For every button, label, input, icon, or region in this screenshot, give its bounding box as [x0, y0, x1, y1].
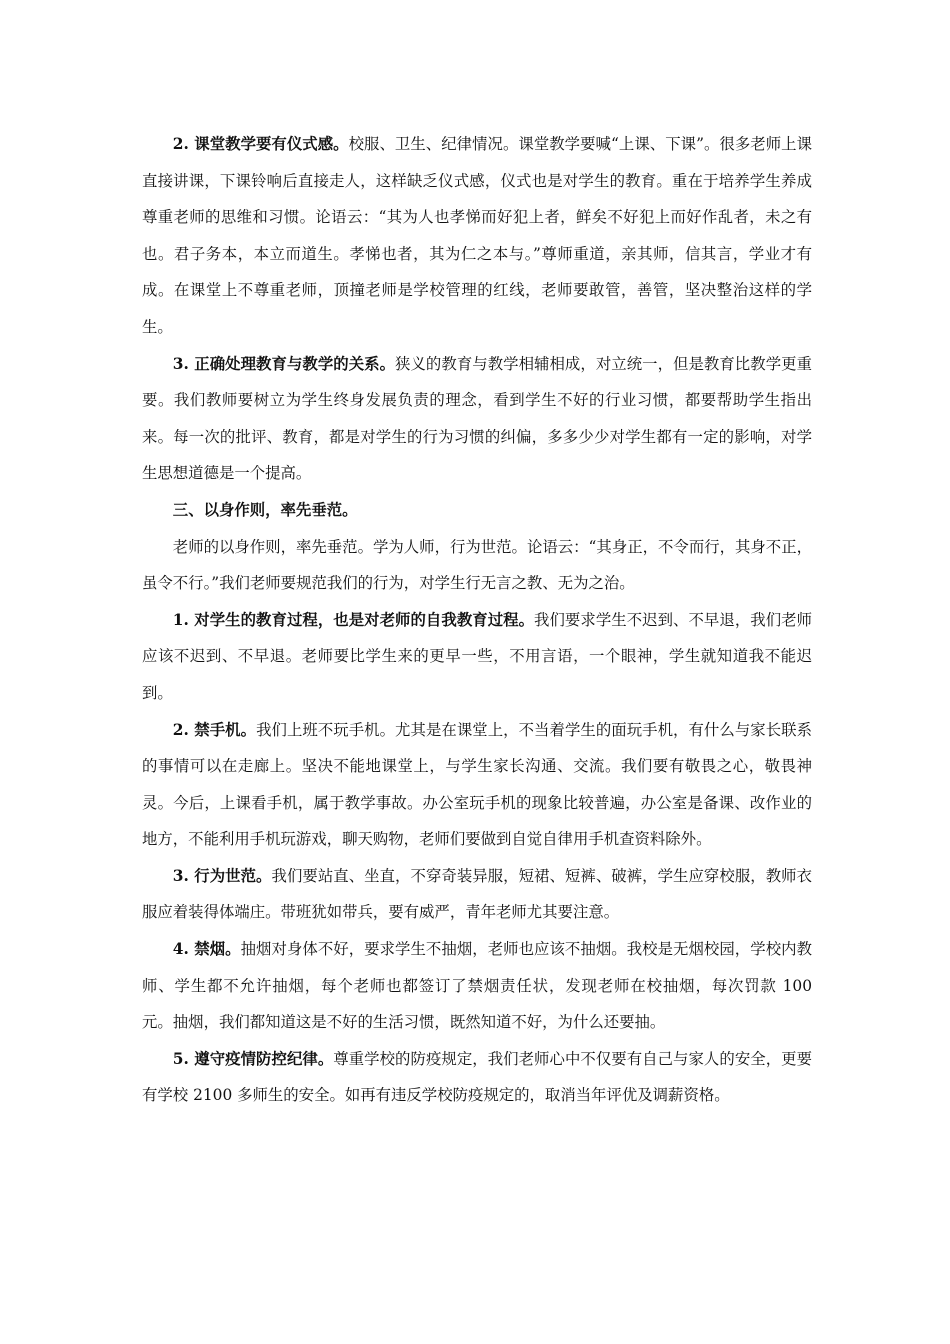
paragraph-lead-by-example: [142, 529, 812, 602]
paragraph-lead: 3. 正确处理教育与教学的关系。: [172, 354, 396, 373]
paragraph-text: 校服、卫生、纪律情况。课堂教学要喊“上课、下课”。很多老师上课直接讲课，下课铃响后直接走人，这样缺乏仪式感，仪式也是对学生的教育。重在于培养学生养成尊重老师的思维和习惯。论语云：“其为人也孝悌而好犯上者，鲜矣不好犯上而好作乱者，未之有也。君子务本，本立而道生。孝悌也者，其为仁之本与。”尊师重道，亲其师，信其言，学业才有成。在课堂上不尊重老师，顶撞老师是学校管理的红线，老师要敢管，善管，坚决整治这样的学生。: [142, 135, 812, 336]
document-body: [142, 126, 812, 1114]
paragraph-no-smoking: [142, 931, 812, 1041]
paragraph-lead: 5. 遵守疫情防控纪律。: [172, 1049, 334, 1068]
section-heading: 三、以身作则，率先垂范。: [172, 500, 358, 519]
paragraph-text: 尊重学校的防疫规定，我们老师心中不仅要有自己与家人的安全，更要有学校 2100 多师生的安全。如再有违反学校防疫规定的，取消当年评优及调薪资格。: [142, 1049, 812, 1105]
paragraph-ritual-teaching: [142, 126, 812, 346]
paragraph-lead: 2. 课堂教学要有仪式感。: [172, 135, 349, 153]
paragraph-lead: 2. 禁手机。: [172, 720, 257, 739]
paragraph-lead: 4. 禁烟。: [172, 940, 241, 959]
paragraph-self-education: [142, 602, 812, 712]
paragraph-lead: 1. 对学生的教育过程，也是对老师的自我教育过程。: [172, 610, 535, 629]
paragraph-text: 狭义的教育与教学相辅相成，对立统一，但是教育比教学更重要。我们教师要树立为学生终身发展负责的理念，看到学生不好的行业习惯，都要帮助学生指出来。每一次的批评、教育，都是对学生的行为习惯的纠偏，多多少少对学生都有一定的影响，对学生思想道德是一个提高。: [142, 354, 812, 483]
paragraph-lead: 3. 行为世范。: [172, 866, 272, 885]
paragraph-education-vs-teaching: [142, 346, 812, 492]
paragraph-text: 我们上班不玩手机。尤其是在课堂上，不当着学生的面玩手机，有什么与家长联系的事情可以在走廊上。坚决不能地课堂上，与学生家长沟通、交流。我们要有敬畏之心，敬畏神灵。今后，上课看手机，属于教学事故。办公室玩手机的现象比较普遍，办公室是备课、改作业的地方，不能利用手机玩游戏，聊天购物，老师们要做到自觉自律用手机查资料除外。: [142, 720, 812, 849]
paragraph-epidemic-rules: [142, 1041, 812, 1114]
paragraph-text: 我们要求学生不迟到、不早退，我们老师应该不迟到、不早退。老师要比学生来的更早一些，不用言语，一个眼神，学生就知道我不能迟到。: [142, 610, 812, 702]
paragraph-text: 抽烟对身体不好，要求学生不抽烟，老师也应该不抽烟。我校是无烟校园，学校内教师、学生都不允许抽烟，每个老师也都签订了禁烟责任状，发现老师在校抽烟，每次罚款 100 元。抽烟，我们都知道这是不好的生活习惯，既然知道不好，为什么还要抽。: [142, 940, 812, 1032]
paragraph-text: 我们要站直、坐直，不穿奇装异服，短裙、短裤、破裤，学生应穿校服，教师衣服应着装得体端庄。带班犹如带兵，要有威严，青年老师尤其要注意。: [142, 866, 812, 922]
paragraph-no-phones: [142, 712, 812, 858]
paragraph-conduct: [142, 858, 812, 931]
paragraph-text: 老师的以身作则，率先垂范。学为人师，行为世范。论语云：“其身正，不令而行，其身不正，虽令不行。”我们老师要规范我们的行为，对学生行无言之教、无为之治。: [142, 537, 812, 593]
